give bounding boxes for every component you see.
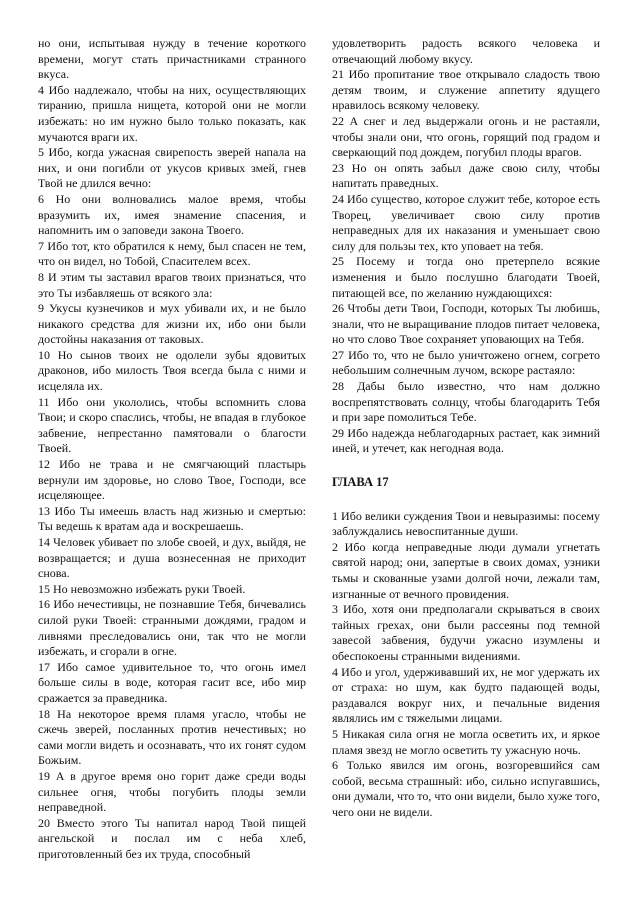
verse-paragraph: 8 И этим ты заставил врагов твоих признаться, что это Ты избавляешь от всякого зла: — [38, 269, 306, 300]
verse-paragraph: 5 Никакая сила огня не могла осветить их, и яркое пламя звезд не могло осветить ту ужасную ночь. — [332, 726, 600, 757]
verse-paragraph: 9 Укусы кузнечиков и мух убивали их, и не было никакого средства для жизни их, ибо они были достойны наказания от таковых. — [38, 301, 306, 347]
verse-paragraph: 4 Ибо надлежало, чтобы на них, осуществляющих тиранию, пришла нищета, которой они не могли избежать: но им нужно было только показать, как мучаются враги их. — [38, 82, 306, 144]
verse-paragraph: 20 Вместо этого Ты напитал народ Твой пищей ангельской и послал им с неба хлеб, приготовленный без их труда, способный — [38, 815, 306, 861]
verse-paragraph: 11 Ибо они укололись, чтобы вспомнить слова Твои; и скоро спаслись, чтобы, не впадая в глубокое забвение, непрестанно памятовали о благости Твоей. — [38, 394, 306, 456]
verse-paragraph: 22 А снег и лед выдержали огонь и не растаяли, чтобы знали они, что огонь, горящий под градом и сверкающий под дождем, погубил плоды врагов. — [332, 113, 600, 160]
verse-paragraph: 29 Ибо надежда неблагодарных растает, как зимний иней, и утечет, как негодная вода. — [332, 425, 600, 456]
chapter-heading: ГЛАВА 17 — [332, 475, 389, 490]
verse-paragraph: 14 Человек убивает по злобе своей, и дух, выйдя, не возвращается; и душа вознесенная не приходит снова. — [38, 535, 306, 581]
left-column — [38, 36, 306, 902]
verse-paragraph: 6 Только явился им огонь, возгоревшийся сам собой, весьма страшный: ибо, сильно испугавшись, они думали, что то, что они видели, было хуже того, чего они не видели. — [332, 758, 600, 819]
verse-paragraph: 2 Ибо когда неправедные люди думали угнетать святой народ; они, запертые в своих домах, узники тьмы и скованные узами долгой ночи, лежали там, изгнанные от вечного провидения. — [332, 539, 600, 601]
verse-paragraph: но они, испытывая нужду в течение короткого времени, могут стать причастниками странного вкуса. — [38, 36, 306, 82]
verse-paragraph: 24 Ибо существо, которое служит тебе, которое есть Творец, увеличивает свою силу против неправедных для их наказания и уменьшает свою силу для пользы тех, кто уповает на тебя. — [332, 191, 600, 253]
right-column — [332, 36, 600, 902]
verse-paragraph: 25 Посему и тогда оно претерпело всякие изменения и было послушно благодати Твоей, питающей все, по желанию нуждающихся: — [332, 254, 600, 300]
verse-paragraph: удовлетворить радость всякого человека и отвечающий любому вкусу. — [332, 36, 600, 66]
verse-paragraph: 28 Дабы было известно, что нам должно воспрепятствовать солнцу, чтобы благодарить Тебя и при заре помолиться Тебе. — [332, 379, 600, 425]
verse-paragraph: 16 Ибо нечестивцы, не познавшие Тебя, бичевались силой руки Твоей: странными дождями, градом и ливнями преследовались они, так что не могли избежать, и сгорали в огне. — [38, 597, 306, 659]
verse-paragraph: 6 Но они волновались малое время, чтобы вразумить их, имея знамение спасения, и напомнить им о заповеди закона Твоего. — [38, 191, 306, 238]
verse-paragraph: 18 На некоторое время пламя угасло, чтобы не сжечь зверей, посланных против нечестивых; но сами могли видеть и осознавать, что их гонят судом Божьим. — [38, 706, 306, 768]
verse-paragraph: 1 Ибо велики суждения Твои и невыразимы: посему заблуждались невоспитанные души. — [332, 508, 600, 539]
verse-paragraph: 7 Ибо тот, кто обратился к нему, был спасен не тем, что он видел, но Тобой, Спасителем всех. — [38, 238, 306, 269]
verse-paragraph: 3 Ибо, хотя они предполагали скрываться в своих тайных грехах, они были рассеяны под темной завесой забвения, будучи ужасно изумлены и обеспокоены странными видениями. — [332, 602, 600, 663]
verse-paragraph: 19 А в другое время оно горит даже среди воды сильнее огня, чтобы погубить плоды земли неправедной. — [38, 768, 306, 815]
verse-paragraph: 4 Ибо и угол, удерживавший их, не мог удержать их от страха: но шум, как будто падающей воды, раздавался вокруг них, и печальные видения являлись им с тяжелыми лицами. — [332, 664, 600, 726]
verse-paragraph: 21 Ибо пропитание твое открывало сладость твою детям твоим, и служение аппетиту ядущего нравилось всякому человеку. — [332, 67, 600, 113]
verse-paragraph: 26 Чтобы дети Твои, Господи, которых Ты любишь, знали, что не выращивание плодов питает человека, но что слово Твое сохраняет уповающих на Тебя. — [332, 301, 600, 347]
verse-paragraph: 13 Ибо Ты имеешь власть над жизнью и смертью: Ты ведешь к вратам ада и воскрешаешь. — [38, 503, 306, 534]
verse-paragraph: 15 Но невозможно избежать руки Твоей. — [38, 581, 246, 596]
verse-paragraph: 27 Ибо то, что не было уничтожено огнем, согрето небольшим солнечным лучом, вскоре растаяло: — [332, 347, 600, 378]
verse-paragraph: 5 Ибо, когда ужасная свирепость зверей напала на них, и они погибли от укусов кривых змей, гнев Твой не длился вечно: — [38, 145, 306, 191]
verse-paragraph: 10 Но сынов твоих не одолели зубы ядовитых драконов, ибо милость Твоя всегда была с ними и исцеляла их. — [38, 347, 306, 394]
verse-paragraph: 17 Ибо самое удивительное то, что огонь имел больше силы в воде, которая гасит все, ибо мир сражается за праведника. — [38, 659, 306, 705]
verse-paragraph: 12 Ибо не трава и не смягчающий пластырь вернули им здоровье, но слово Твое, Господи, все исцеляющее. — [38, 457, 306, 503]
verse-paragraph: 23 Но он опять забыл даже свою силу, чтобы напитать праведных. — [332, 160, 600, 191]
